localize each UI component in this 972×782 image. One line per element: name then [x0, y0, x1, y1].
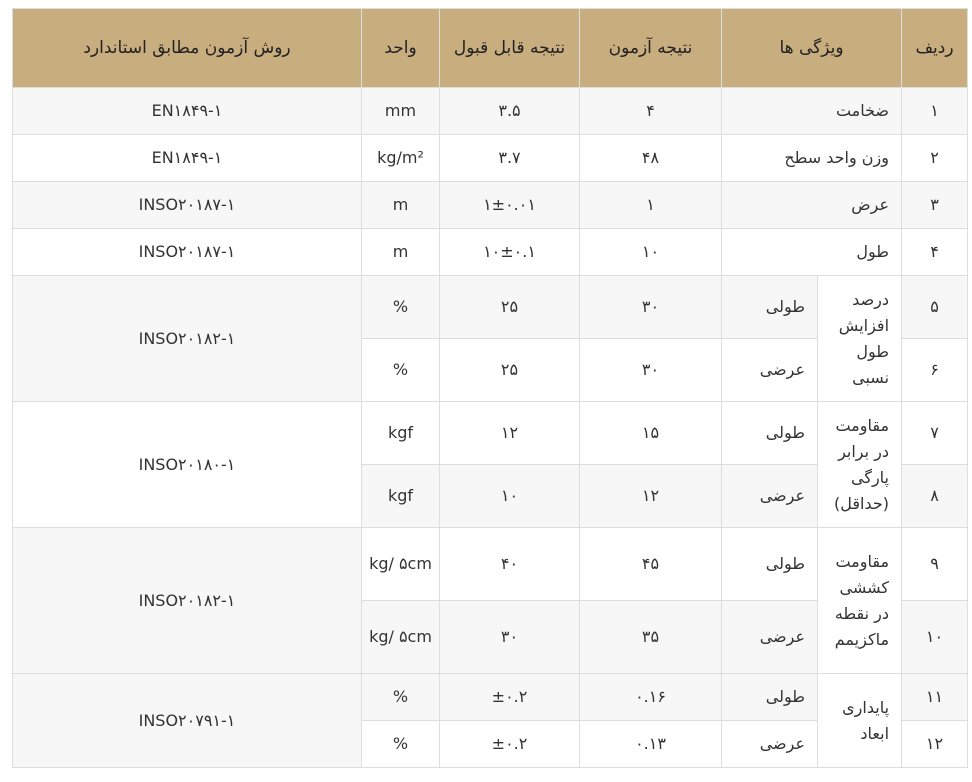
group-property-name: درصد افزایش طول نسبی [818, 276, 902, 402]
acceptable-result: ۴۰ [440, 528, 580, 601]
unit: kg/ ۵cm [362, 601, 440, 674]
test-result: ۰.۱۶ [580, 674, 722, 721]
header-row [13, 9, 968, 88]
direction-label: عرضی [722, 339, 818, 402]
row-number: ۵ [902, 276, 968, 339]
table-row [13, 135, 968, 182]
direction-label: طولی [722, 528, 818, 601]
header-acceptable-result: نتیجه قابل قبول [440, 9, 580, 88]
direction-label: طولی [722, 674, 818, 721]
unit: % [362, 721, 440, 768]
group-property-name: مقاومت در برابر پارگی (حداقل) [818, 402, 902, 528]
test-method: INSO۲۰۷۹۱-۱ [13, 674, 362, 768]
unit: % [362, 276, 440, 339]
unit: m [362, 229, 440, 276]
acceptable-result: ۳.۷ [440, 135, 580, 182]
row-number: ۸ [902, 465, 968, 528]
header-property: ویژگی ها [722, 9, 902, 88]
test-result: ۴ [580, 88, 722, 135]
test-result: ۱ [580, 182, 722, 229]
unit: mm [362, 88, 440, 135]
acceptable-result: ۱۲ [440, 402, 580, 465]
test-result: ۱۵ [580, 402, 722, 465]
spec-table [12, 8, 968, 768]
test-method: EN۱۸۴۹-۱ [13, 135, 362, 182]
test-result: ۰.۱۳ [580, 721, 722, 768]
direction-label: طولی [722, 276, 818, 339]
test-result: ۴۸ [580, 135, 722, 182]
test-method: INSO۲۰۱۸۰-۱ [13, 402, 362, 528]
row-number: ۲ [902, 135, 968, 182]
acceptable-result: ±۰.۲ [440, 721, 580, 768]
acceptable-result: ۲۵ [440, 339, 580, 402]
table-row [13, 402, 968, 465]
test-result: ۳۵ [580, 601, 722, 674]
unit: kg/m² [362, 135, 440, 182]
direction-label: عرضی [722, 465, 818, 528]
unit: m [362, 182, 440, 229]
property-name: ضخامت [722, 88, 902, 135]
header-test-method: روش آزمون مطابق استاندارد [13, 9, 362, 88]
test-method: EN۱۸۴۹-۱ [13, 88, 362, 135]
table-row [13, 229, 968, 276]
test-result: ۱۰ [580, 229, 722, 276]
acceptable-result: ±۰.۲ [440, 674, 580, 721]
row-number: ۱ [902, 88, 968, 135]
header-row-number: ردیف [902, 9, 968, 88]
test-method: INSO۲۰۱۸۲-۱ [13, 276, 362, 402]
test-method: INSO۲۰۱۸۷-۱ [13, 182, 362, 229]
test-method: INSO۲۰۱۸۲-۱ [13, 528, 362, 674]
acceptable-result: ۳۰ [440, 601, 580, 674]
row-number: ۹ [902, 528, 968, 601]
row-number: ۱۲ [902, 721, 968, 768]
acceptable-result: ۱±۰.۰۱ [440, 182, 580, 229]
test-result: ۱۲ [580, 465, 722, 528]
row-number: ۶ [902, 339, 968, 402]
test-result: ۴۵ [580, 528, 722, 601]
direction-label: طولی [722, 402, 818, 465]
row-number: ۷ [902, 402, 968, 465]
unit: % [362, 674, 440, 721]
table-row [13, 528, 968, 601]
spec-table-container [12, 8, 967, 768]
property-name: عرض [722, 182, 902, 229]
row-number: ۱۱ [902, 674, 968, 721]
acceptable-result: ۳.۵ [440, 88, 580, 135]
test-method: INSO۲۰۱۸۷-۱ [13, 229, 362, 276]
unit: % [362, 339, 440, 402]
table-row [13, 182, 968, 229]
row-number: ۱۰ [902, 601, 968, 674]
property-name: طول [722, 229, 902, 276]
acceptable-result: ۲۵ [440, 276, 580, 339]
table-row [13, 276, 968, 339]
group-property-name: پایداری ابعاد [818, 674, 902, 768]
table-row [13, 88, 968, 135]
unit: kg/ ۵cm [362, 528, 440, 601]
direction-label: عرضی [722, 601, 818, 674]
direction-label: عرضی [722, 721, 818, 768]
header-test-result: نتیجه آزمون [580, 9, 722, 88]
header-unit: واحد [362, 9, 440, 88]
acceptable-result: ۱۰±۰.۱ [440, 229, 580, 276]
unit: kgf [362, 402, 440, 465]
row-number: ۴ [902, 229, 968, 276]
acceptable-result: ۱۰ [440, 465, 580, 528]
test-result: ۳۰ [580, 276, 722, 339]
test-result: ۳۰ [580, 339, 722, 402]
unit: kgf [362, 465, 440, 528]
row-number: ۳ [902, 182, 968, 229]
group-property-name: مقاومت کششی در نقطه ماکزیمم [818, 528, 902, 674]
table-row [13, 674, 968, 721]
property-name: وزن واحد سطح [722, 135, 902, 182]
